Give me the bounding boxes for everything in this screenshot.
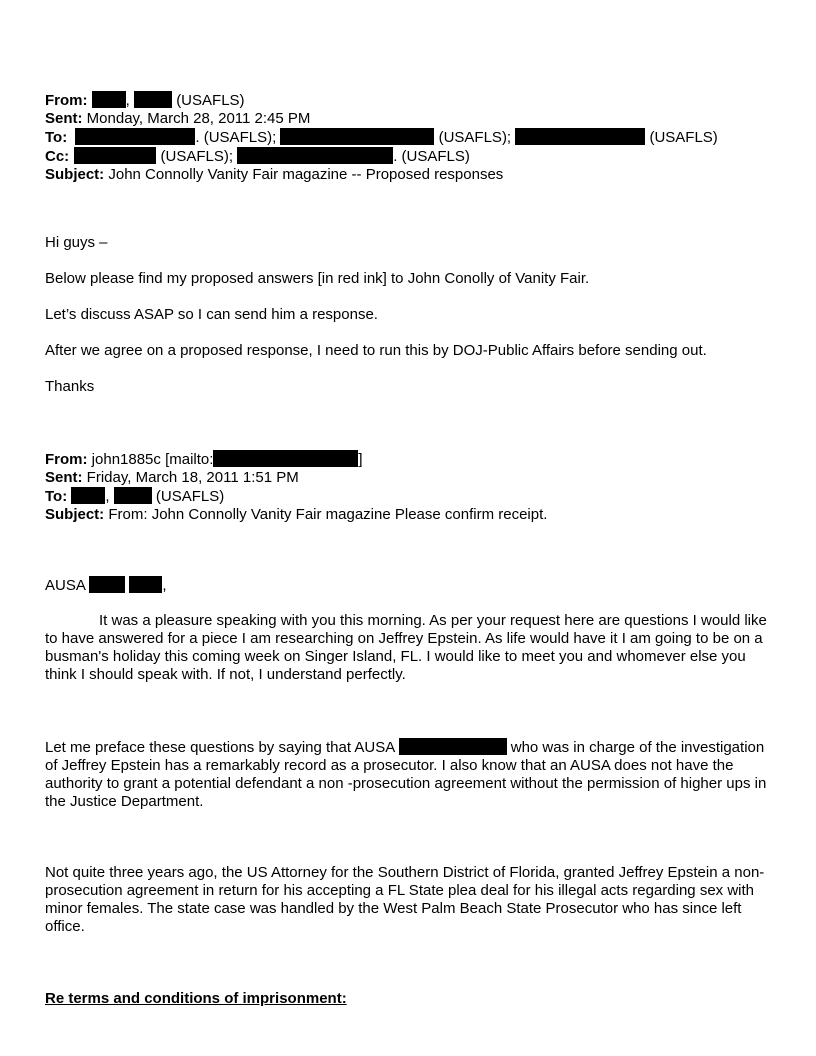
body-line-1: Below please find my proposed answers [in red ink] to John Conolly of Vanity Fair. xyxy=(45,270,590,287)
redaction-block xyxy=(114,487,152,504)
redaction-block xyxy=(89,576,125,593)
sent-label: Sent: xyxy=(45,110,83,127)
redaction-block xyxy=(134,91,172,108)
redaction-block xyxy=(92,91,126,108)
sent-label: Sent: xyxy=(45,469,83,486)
to-recipient-2: (USAFLS); xyxy=(438,129,512,146)
header-from-line xyxy=(45,91,718,110)
body-line-2: Let’s discuss ASAP so I can send him a response. xyxy=(45,306,378,323)
cc-recipient-1: (USAFLS); xyxy=(160,148,234,165)
salutation-prefix: AUSA xyxy=(45,577,86,594)
header-sent-line xyxy=(45,469,547,487)
redaction-block xyxy=(515,128,645,145)
header-from-line xyxy=(45,450,547,469)
subject-value: From: John Connolly Vanity Fair magazine Please confirm receipt. xyxy=(108,506,548,523)
to-separator: , xyxy=(105,488,110,505)
header-subject-line xyxy=(45,166,718,184)
subject-value: John Connolly Vanity Fair magazine -- Proposed responses xyxy=(108,166,504,183)
redaction-block xyxy=(213,450,358,467)
redaction-block xyxy=(71,487,105,504)
paragraph-2-rest: who was in charge of the investigation of Jeffrey Epstein has a remarkably record as a prosecutor. I also know that an AUSA does not have the authority to grant a potential defendant a non -prosecution agreement without the permission of higher ups in the Justice Department. xyxy=(45,739,767,810)
to-label: To: xyxy=(45,129,68,146)
subject-label: Subject: xyxy=(45,166,105,183)
subject-label: Subject: xyxy=(45,506,105,523)
from-suffix: (USAFLS) xyxy=(176,92,245,109)
body-line-3: After we agree on a proposed response, I need to run this by DOJ-Public Affairs before sending out. xyxy=(45,342,707,359)
from-value: john1885c [mailto: xyxy=(91,451,214,468)
from-close: ] xyxy=(358,451,363,468)
section-heading: Re terms and conditions of imprisonment: xyxy=(45,990,347,1007)
header-cc-line xyxy=(45,147,718,166)
to-suffix: (USAFLS) xyxy=(155,488,225,505)
header-subject-line xyxy=(45,506,547,524)
email-header-2 xyxy=(45,450,547,524)
redaction-block xyxy=(237,147,393,164)
to-recipient-1: . (USAFLS); xyxy=(195,129,277,146)
redaction-block xyxy=(280,128,434,145)
header-to-line xyxy=(45,128,718,147)
from-label: From: xyxy=(45,451,88,468)
redaction-block xyxy=(74,147,156,164)
greeting: Hi guys – xyxy=(45,234,108,251)
sent-value: Monday, March 28, 2011 2:45 PM xyxy=(86,110,311,127)
to-label: To: xyxy=(45,488,68,505)
paragraph-3: Not quite three years ago, the US Attorney for the Southern District of Florida, granted Jeffrey Epstein a non-prosecution agreement in return for his accepting a FL State plea deal for his illegal acts regarding sex with minor females. The state case was handled by the West Palm Beach State Prosecutor who has since left office. xyxy=(45,864,765,935)
salutation xyxy=(45,576,167,595)
header-to-line xyxy=(45,487,547,506)
cc-recipient-2: . (USAFLS) xyxy=(393,148,470,165)
cc-label: Cc: xyxy=(45,148,70,165)
salutation-suffix: , xyxy=(162,577,167,594)
to-recipient-3: (USAFLS) xyxy=(649,129,718,146)
signoff: Thanks xyxy=(45,378,95,395)
redaction-block xyxy=(129,576,162,593)
from-label: From: xyxy=(45,92,88,109)
from-separator: , xyxy=(125,92,130,109)
email-header-1 xyxy=(45,91,718,184)
header-sent-line xyxy=(45,110,718,128)
paragraph-2-start: Let me preface these questions by saying that AUSA xyxy=(45,739,395,756)
paragraph-2 xyxy=(45,738,775,811)
redaction-block xyxy=(399,738,507,755)
sent-value: Friday, March 18, 2011 1:51 PM xyxy=(86,469,299,486)
redaction-block xyxy=(75,128,195,145)
paragraph-1: It was a pleasure speaking with you this morning. As per your request here are questions I would like to have answered for a piece I am researching on Jeffrey Epstein. As life would have it I am going to be on a busman's holiday this coming week on Singer Island, FL. I would like to meet you and whomever else you think I should speak with. If not, I understand perfectly. xyxy=(45,612,767,683)
